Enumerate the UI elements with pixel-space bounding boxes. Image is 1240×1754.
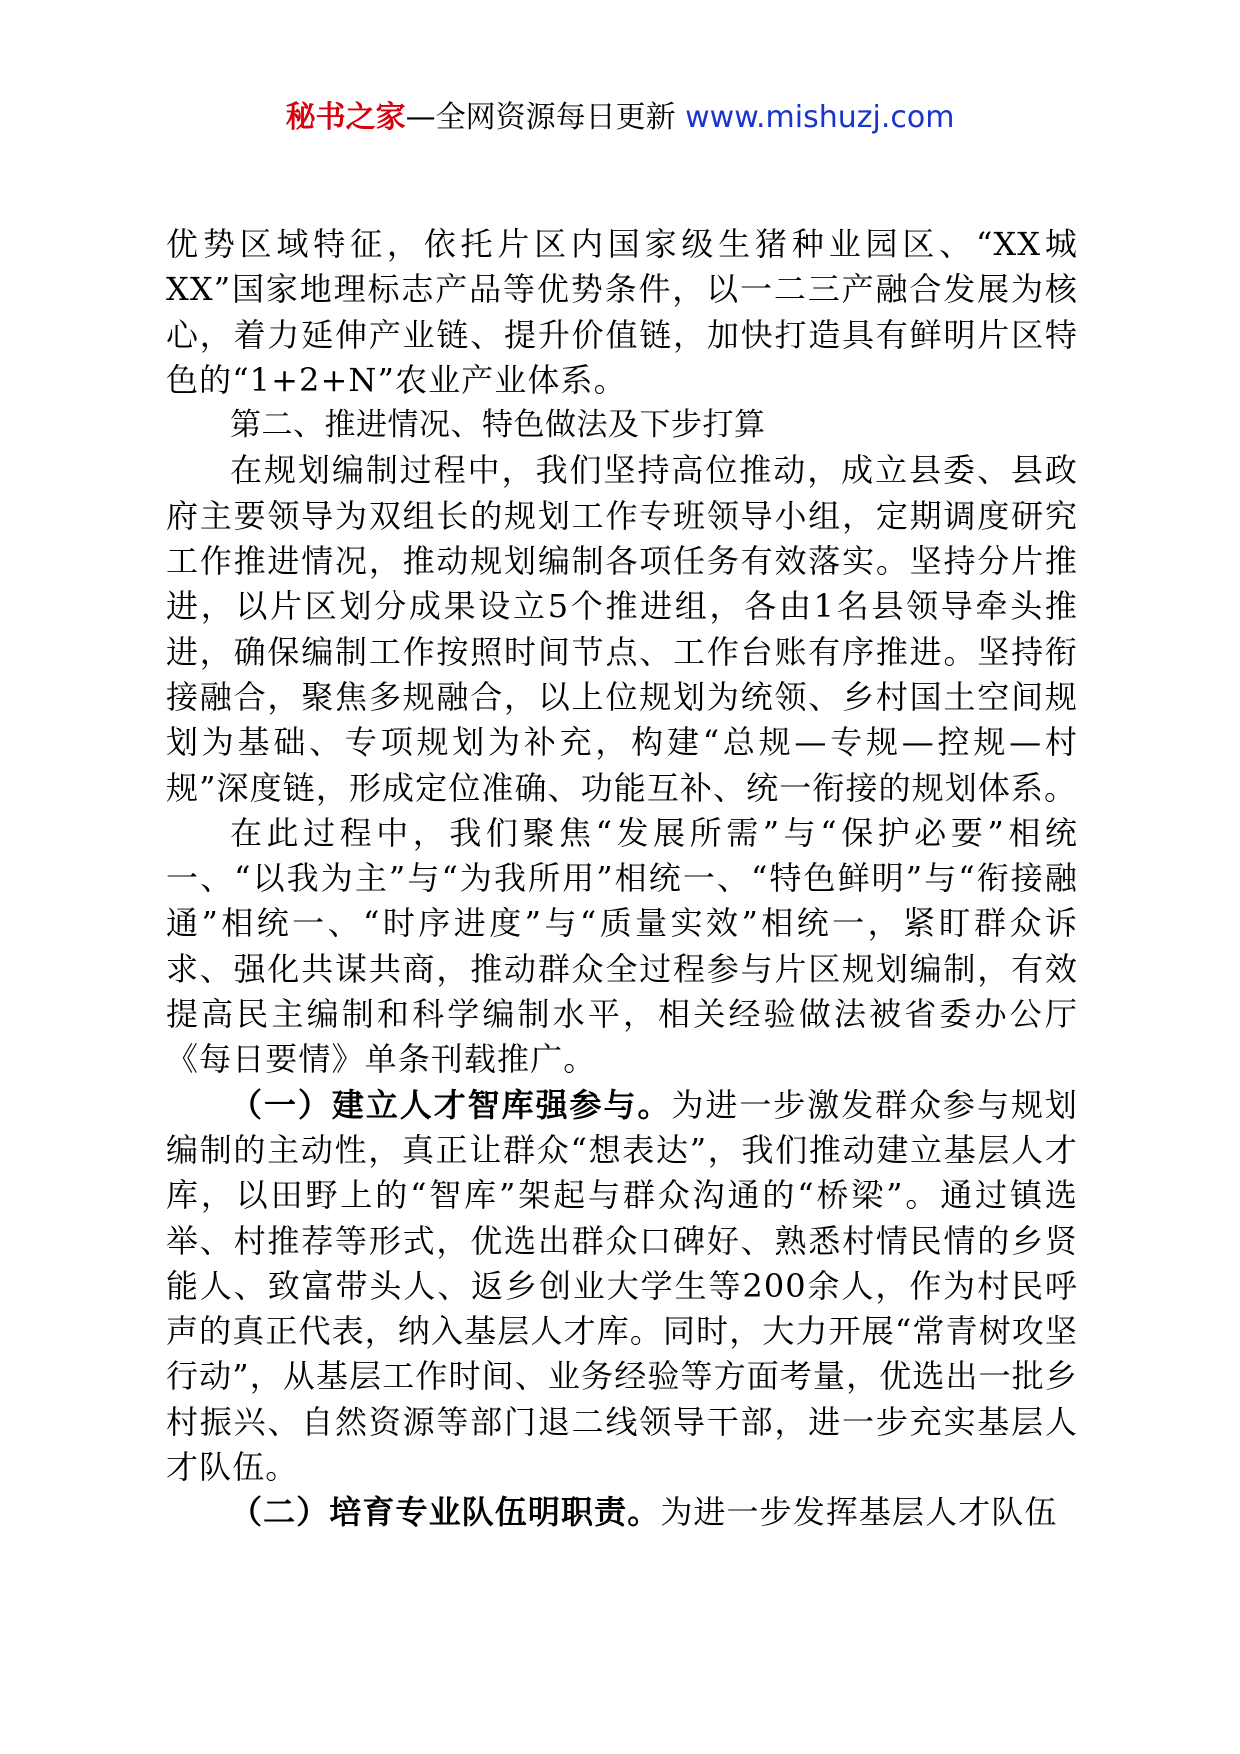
item-2-body: 为进一步发挥基层人才队伍: [660, 1493, 1058, 1532]
item-1-lead: （一）建立人才智库强参与。: [230, 1085, 672, 1124]
item-1-body: 为进一步激发群众参与规划编制的主动性，真正让群众“想表达”，我们推动建立基层人才库，以田野上的“智库”架起与群众沟通的“桥梁”。通过镇选举、村推荐等形式，优选出群众口碑好、熟悉村情民情的乡贤能人、致富带头人、返乡创业大学生等200余人，作为村民呼声的真正代表，纳入基层人才库。同时，大力开展“常青树攻坚行动”，从基层工作时间、业务经验等方面考量，优选出一批乡村振兴、自然资源等部门退二线领导干部，进一步充实基层人才队伍。: [166, 1085, 1078, 1487]
item-2-lead: （二）培育专业队伍明职责。: [230, 1493, 661, 1532]
paragraph-item-2: [166, 1490, 1078, 1535]
paragraph-process: 在此过程中，我们聚焦“发展所需”与“保护必要”相统一、“以我为主”与“为我所用”相统一、“特色鲜明”与“衔接融通”相统一、“时序进度”与“质量实效”相统一，紧盯群众诉求、强化共谋共商，推动群众全过程参与片区规划编制，有效提高民主编制和科学编制水平，相关经验做法被省委办公厅《每日要情》单条刊载推广。: [166, 813, 1078, 1079]
banner-brand: 秘书之家: [285, 100, 406, 135]
banner-slogan: —全网资源每日更新: [405, 100, 676, 135]
paragraph-continuation: 优势区域特征，依托片区内国家级生猪种业园区、“XX城XX”国家地理标志产品等优势条件，以一二三产融合发展为核心，着力延伸产业链、提升价值链，加快打造具有鲜明片区特色的“1+2+N”农业产业体系。: [166, 225, 1078, 399]
paragraph-item-1: [166, 1083, 1078, 1491]
banner-url[interactable]: www.mishuzj.com: [685, 100, 955, 135]
section-heading: 第二、推进情况、特色做法及下步打算: [230, 407, 766, 444]
site-banner: [0, 98, 1240, 138]
document-body: [166, 222, 1078, 1536]
paragraph-progress: 在规划编制过程中，我们坚持高位推动，成立县委、县政府主要领导为双组长的规划工作专班领导小组，定期调度研究工作推进情况，推动规划编制各项任务有效落实。坚持分片推进，以片区划分成果设立5个推进组，各由1名县领导牵头推进，确保编制工作按照时间节点、工作台账有序推进。坚持衔接融合，聚焦多规融合，以上位规划为统领、乡村国土空间规划为基础、专项规划为补充，构建“总规—专规—控规—村规”深度链，形成定位准确、功能互补、统一衔接的规划体系。: [166, 451, 1078, 807]
